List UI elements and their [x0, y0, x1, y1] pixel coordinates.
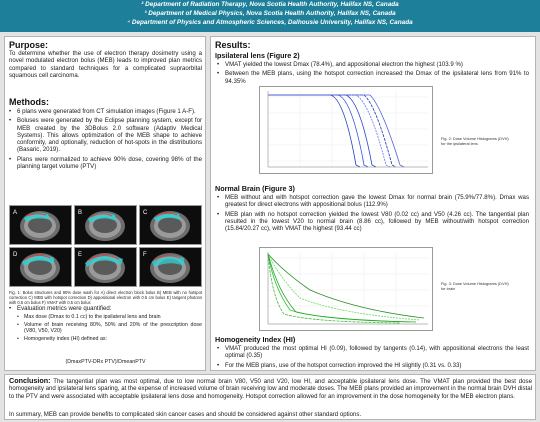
ct-panel-f — [139, 247, 202, 287]
conclusion-text: The tangential plan was most optimal, due to low normal brain V80, V50 and V20, low HI, and acceptable ipsilateral lens dose. The VMAT plan provided the best dose homogeneity and ipsilateral lens sparing, at the expense of increased volume of brain receiving low and moderate doses. The MEB plans provided an improvement in the normal brain DVH distal to the PTV and were associated with acceptable ipsilateral lens dose and homogeneity. Hotspot correction allowed for an improvement in the dose homogeneity for the MEB electron plans. — [9, 378, 532, 400]
panel-label: D — [13, 252, 18, 258]
purpose-text: To determine whether the use of electron therapy dosimetry using a novel modulated electron bolus (MEB) leads to improved plan metrics compared to standard techniques for a complicated supraorbital squamous cell carcinoma. — [9, 50, 202, 79]
evaluation-subbullet: • Max dose (Dmax to 0.1 cc) to the ipsilateral lens and brain — [17, 314, 202, 320]
ct-scan-image — [10, 206, 71, 244]
ct-scan-image — [10, 248, 71, 286]
ct-panel-d — [9, 247, 72, 287]
methods-bullet: • Boluses were generated by the Eclipse planning system, except for MEB created by the 3DBolus 2.0 software (Adaptiv Medical Systems). This allows optimization of the MEB shape to achieve conformity, and optionally, reduction of hot-spots in the distributions (Basaric, 2019). — [9, 117, 202, 153]
affiliation-line: ² Department of Radiation Therapy, Nova Scotia Health Authority, Halifax NS, Canada — [141, 1, 399, 8]
hi-bullet: • VMAT produced the most optimal HI (0.09), followed by tangents (0.14), with appositional electrons the least optimal (0.35) — [217, 345, 529, 360]
ct-panel-a — [9, 205, 72, 245]
brain-subheading: Normal Brain (Figure 3) — [215, 184, 295, 193]
evaluation-subbullet: • Homogeneity index (HI) defined as: — [17, 336, 202, 342]
results-heading: Results: — [215, 40, 251, 50]
methods-bullet: • Plans were normalized to achieve 90% dose, covering 98% of the planning target volume (PTV) — [9, 156, 202, 171]
dvh-plot-lens — [260, 87, 432, 173]
figure-1-caption: Fig. 1: Bolus structures and 90% dose wash for A) direct electron block bolus B) MEB with no hotspot correction C) MEB with hotspot correction D) appositional electron with 0.5 cm bolus E) tangent photons with 0.5 cm bolus F) VMAT with 0.5 cm bolus — [9, 290, 202, 305]
ct-scan-image — [75, 206, 136, 244]
affiliation-line: ³ Department of Medical Physics, Nova Scotia Health Authority, Halifax NS, Canada — [144, 10, 396, 17]
evaluation-subbullet: • Volume of brain receiving 80%, 50% and 20% of the prescription dose (V80, V50, V20) — [17, 322, 202, 335]
evaluation-sublist — [17, 314, 202, 344]
figure-3-caption: Fig. 3: Dose Volume Histograms (DVH) for brain — [441, 281, 509, 291]
conclusion-panel — [4, 374, 536, 420]
purpose-heading: Purpose: — [9, 40, 49, 50]
brain-results-list — [217, 194, 529, 234]
panel-label: B — [78, 210, 83, 216]
figure-2-dvh-chart — [259, 86, 433, 174]
hi-results-list — [217, 345, 529, 371]
dvh-plot-brain — [260, 248, 432, 330]
panel-label: A — [13, 210, 18, 216]
ct-panel-e — [74, 247, 137, 287]
affiliation-line: ⁴ Department of Physics and Atmospheric Sciences, Dalhousie University, Halifax NS, Canada — [127, 19, 413, 26]
brain-bullet: • MEB without and with hotspot correction gave the lowest Dmax for normal brain (75.9%/77.8%). Dmax was greatest for direct electrons with appositional bolus (112.9%) — [217, 194, 529, 209]
panel-label: C — [143, 210, 148, 216]
ct-scan-image — [75, 248, 136, 286]
hi-formula: (DmaxPTV-DRx PTV)/DmeanPTV — [65, 359, 146, 365]
evaluation-list — [9, 305, 202, 314]
lens-results-list — [217, 61, 529, 87]
evaluation-bullet: • Evaluation metrics were quantified: — [9, 305, 202, 312]
methods-bullet: • 6 plans were generated from CT simulation images (Figure 1 A-F). — [9, 108, 202, 115]
methods-list — [9, 108, 202, 172]
conclusion-summary: In summary, MEB can provide benefits to complicated skin cancer cases and should be considered against other standard options. — [9, 411, 362, 418]
panel-label: F — [143, 252, 147, 258]
left-column-panel — [4, 36, 206, 371]
lens-bullet: • Between the MEB plans, using the hotspot correction increased the Dmax of the ipsilateral lens from 91% to 94.35% — [217, 70, 529, 85]
hi-bullet: • For the MEB plans, use of the hotspot correction improved the HI slightly (0.31 vs. 0.33) — [217, 362, 529, 369]
figure-3-dvh-chart — [259, 247, 433, 331]
results-panel — [210, 36, 536, 371]
conclusion-paragraph — [9, 377, 532, 400]
ct-panel-b — [74, 205, 137, 245]
figure-1-grid — [9, 205, 202, 287]
conclusion-heading: Conclusion: — [9, 376, 51, 385]
ct-scan-image — [140, 248, 201, 286]
poster-header — [0, 0, 540, 32]
methods-heading: Methods: — [9, 97, 49, 107]
panel-label: E — [78, 252, 83, 258]
figure-2-caption: Fig. 2: Dose Volume Histograms (DVH) for the ipsilateral lens — [441, 136, 509, 146]
lens-bullet: • VMAT yielded the lowest Dmax (78.4%), and appositional electron the highest (103.9 %) — [217, 61, 529, 68]
hi-subheading: Homogeneity Index (HI) — [215, 335, 296, 344]
ct-panel-c — [139, 205, 202, 245]
ct-scan-image — [140, 206, 201, 244]
brain-bullet: • MEB plan with no hotspot correction yielded the lowest V80 (0.02 cc) and V50 (4.26 cc). The tangential plan resulted in the lowest V20 to normal brain (8.86 cc), followed by MEB without/with hotspot correction (15.84/20.27 cc), with VMAT the highest (93.44 cc) — [217, 211, 529, 233]
lens-subheading: Ipsilateral lens (Figure 2) — [215, 51, 300, 60]
